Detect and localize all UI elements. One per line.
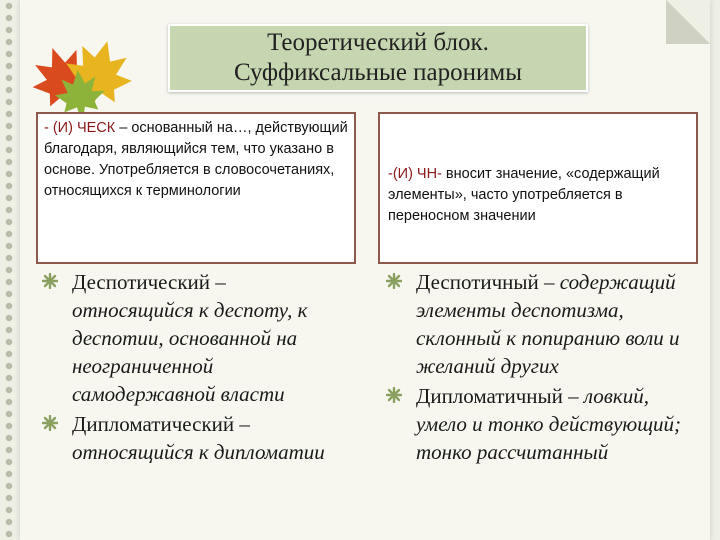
page-curl-corner [666,0,710,44]
item-word: Деспотичный – [416,270,560,294]
left-suffix: - (И) ЧЕСК [44,120,116,136]
right-definition-box [378,112,698,264]
item-word: Дипломатический – [72,412,250,436]
list-item [384,382,696,466]
item-definition: относящийся к дипломатии [72,440,325,464]
right-examples-list [384,268,696,468]
item-definition: относящийся к деспоту, к деспотии, основанной на неограниченной самодержавной власти [72,298,308,406]
snowflake-bullet-icon [386,387,402,403]
list-item [40,410,350,466]
snowflake-bullet-icon [386,273,402,289]
title-box [168,24,588,92]
item-definition: ловкий, умело и тонко действующий; тонко рассчитанный [416,384,682,464]
item-word: Деспотический – [72,270,226,294]
title-line-1: Теоретический блок. [267,29,489,56]
right-suffix: -(И) ЧН- [388,166,442,182]
left-examples-list [40,268,350,468]
right-definition-text: вносит значение, «содержащий элементы», часто употребляется в переносном значении [388,166,660,224]
snowflake-bullet-icon [42,273,58,289]
snowflake-bullet-icon [42,415,58,431]
left-definition-text: – основанный на…, действующий благодаря, являющийся тем, что указано в основе. Употребляется в словосочетаниях, относящихся к терминологии [44,120,348,199]
item-word: Дипломатичный – [416,384,584,408]
notebook-spiral [0,0,18,540]
left-definition-box [36,112,356,264]
title-line-2: Суффиксальные паронимы [233,59,523,86]
item-definition: содержащий элементы деспотизма, склонный к попиранию воли и желаний других [416,270,680,378]
list-item [384,268,696,380]
list-item [40,268,350,408]
